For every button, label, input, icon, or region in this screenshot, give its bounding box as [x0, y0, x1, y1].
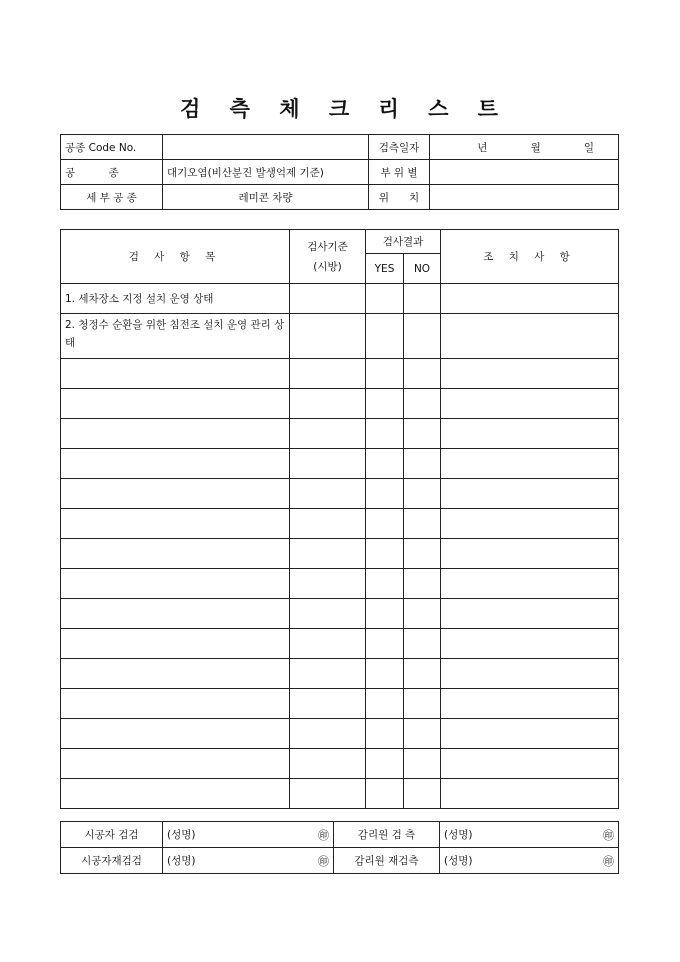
- signoff-row: [61, 822, 619, 848]
- supervisor-recheck-label: 감리원 재검측: [334, 848, 440, 874]
- yes-cell[interactable]: [366, 314, 404, 359]
- action-cell[interactable]: [441, 539, 619, 569]
- check-item[interactable]: [61, 629, 290, 659]
- no-cell[interactable]: [404, 749, 441, 779]
- criteria-cell[interactable]: [290, 629, 366, 659]
- criteria-cell[interactable]: [290, 389, 366, 419]
- action-cell[interactable]: [441, 314, 619, 359]
- date-day: 일: [583, 141, 595, 154]
- location-label: 위 치: [369, 185, 430, 210]
- check-item[interactable]: [61, 389, 290, 419]
- no-cell[interactable]: [404, 419, 441, 449]
- yes-cell[interactable]: [366, 539, 404, 569]
- yes-cell[interactable]: [366, 689, 404, 719]
- criteria-cell[interactable]: [290, 749, 366, 779]
- table-row: [61, 569, 619, 599]
- checklist-header-row: [61, 230, 619, 254]
- check-item[interactable]: [61, 689, 290, 719]
- seal-icon: ㊞: [603, 828, 614, 842]
- supervisor-check-signature[interactable]: [440, 822, 619, 848]
- no-cell[interactable]: [404, 509, 441, 539]
- criteria-cell[interactable]: [290, 689, 366, 719]
- no-cell[interactable]: [404, 779, 441, 809]
- table-row: [61, 659, 619, 689]
- table-row: [61, 359, 619, 389]
- contractor-check-signature[interactable]: [163, 822, 334, 848]
- table-row: [61, 479, 619, 509]
- action-cell[interactable]: [441, 659, 619, 689]
- page-title: [0, 93, 680, 123]
- no-cell[interactable]: [404, 314, 441, 359]
- check-item[interactable]: [61, 569, 290, 599]
- check-item[interactable]: [61, 599, 290, 629]
- work-type-value[interactable]: 대기오염(비산분진 발생억제 기준): [163, 160, 369, 185]
- part-label: 부 위 별: [369, 160, 430, 185]
- table-row: [61, 419, 619, 449]
- check-item: 1. 세차장소 지정 설치 운영 상태: [61, 284, 290, 314]
- criteria-cell[interactable]: [290, 284, 366, 314]
- yes-cell[interactable]: [366, 779, 404, 809]
- criteria-cell[interactable]: [290, 539, 366, 569]
- no-cell[interactable]: [404, 659, 441, 689]
- no-cell[interactable]: [404, 599, 441, 629]
- criteria-cell[interactable]: [290, 314, 366, 359]
- contractor-check-label: 시공자 검검: [61, 822, 163, 848]
- criteria-cell[interactable]: [290, 779, 366, 809]
- info-row-worktype: [61, 160, 619, 185]
- supervisor-check-label: 감리원 검 측: [334, 822, 440, 848]
- action-cell[interactable]: [441, 509, 619, 539]
- work-code-label: 공종 Code No.: [61, 135, 163, 160]
- yes-cell[interactable]: [366, 449, 404, 479]
- title-char: 크: [328, 96, 352, 121]
- check-item[interactable]: [61, 539, 290, 569]
- name-placeholder: (성명): [167, 828, 196, 841]
- item-header: 검 사 항 목: [61, 230, 290, 284]
- check-item: 2. 청정수 순환을 위한 침전조 설치 운영 관리 상태: [61, 314, 290, 359]
- table-row: [61, 779, 619, 809]
- no-cell[interactable]: [404, 284, 441, 314]
- criteria-cell[interactable]: [290, 359, 366, 389]
- title-char: 리: [378, 96, 401, 121]
- yes-cell[interactable]: [366, 284, 404, 314]
- yes-cell[interactable]: [366, 719, 404, 749]
- inspection-date-value[interactable]: [430, 135, 619, 160]
- no-cell[interactable]: [404, 629, 441, 659]
- yes-cell[interactable]: [366, 479, 404, 509]
- title-char: 검: [180, 96, 203, 121]
- no-cell[interactable]: [404, 389, 441, 419]
- action-cell[interactable]: [441, 359, 619, 389]
- yes-cell[interactable]: [366, 359, 404, 389]
- table-row: [61, 539, 619, 569]
- no-cell[interactable]: [404, 359, 441, 389]
- table-row: [61, 749, 619, 779]
- criteria-cell[interactable]: [290, 599, 366, 629]
- action-cell[interactable]: [441, 284, 619, 314]
- info-row-code: [61, 135, 619, 160]
- yes-cell[interactable]: [366, 599, 404, 629]
- no-cell[interactable]: [404, 539, 441, 569]
- seal-icon: ㊞: [318, 828, 329, 842]
- action-cell[interactable]: [441, 689, 619, 719]
- action-header: 조 치 사 항: [441, 230, 619, 284]
- result-header: 검사결과: [366, 230, 441, 254]
- no-cell[interactable]: [404, 719, 441, 749]
- date-year: 년: [477, 141, 488, 154]
- work-code-value[interactable]: [163, 135, 369, 160]
- check-item[interactable]: [61, 359, 290, 389]
- criteria-cell[interactable]: [290, 719, 366, 749]
- criteria-cell[interactable]: [290, 449, 366, 479]
- contractor-recheck-signature[interactable]: [163, 848, 334, 874]
- detail-work-value[interactable]: 레미콘 차량: [163, 185, 369, 210]
- action-cell[interactable]: [441, 479, 619, 509]
- yes-header: YES: [366, 254, 404, 284]
- seal-icon: ㊞: [318, 854, 329, 868]
- name-placeholder: (성명): [444, 828, 473, 841]
- yes-cell[interactable]: [366, 659, 404, 689]
- yes-cell[interactable]: [366, 569, 404, 599]
- table-row: [61, 719, 619, 749]
- criteria-cell[interactable]: [290, 569, 366, 599]
- check-item[interactable]: [61, 719, 290, 749]
- checklist-table: [60, 229, 619, 809]
- table-row: [61, 449, 619, 479]
- action-cell[interactable]: [441, 449, 619, 479]
- criteria-cell[interactable]: [290, 419, 366, 449]
- yes-cell[interactable]: [366, 629, 404, 659]
- signoff-row: [61, 848, 619, 874]
- action-cell[interactable]: [441, 779, 619, 809]
- location-value[interactable]: [430, 185, 619, 210]
- criteria-cell[interactable]: [290, 509, 366, 539]
- action-cell[interactable]: [441, 389, 619, 419]
- check-item[interactable]: [61, 659, 290, 689]
- criteria-cell[interactable]: [290, 659, 366, 689]
- check-item[interactable]: [61, 449, 290, 479]
- info-row-detail: [61, 185, 619, 210]
- no-cell[interactable]: [404, 569, 441, 599]
- no-header: NO: [404, 254, 441, 284]
- date-month: 월: [530, 141, 541, 154]
- criteria-header-line1: 검사기준: [307, 240, 348, 253]
- no-cell[interactable]: [404, 689, 441, 719]
- table-row: [61, 509, 619, 539]
- name-placeholder: (성명): [444, 854, 473, 867]
- supervisor-recheck-signature[interactable]: [440, 848, 619, 874]
- title-char: 측: [229, 96, 252, 121]
- detail-work-label: 세 부 공 종: [61, 185, 163, 210]
- table-row: [61, 314, 619, 359]
- action-cell[interactable]: [441, 749, 619, 779]
- no-cell[interactable]: [404, 479, 441, 509]
- work-type-label: 공 종: [61, 160, 163, 185]
- title-char: 트: [477, 96, 500, 121]
- yes-cell[interactable]: [366, 389, 404, 419]
- check-item[interactable]: [61, 779, 290, 809]
- table-row: [61, 629, 619, 659]
- yes-cell[interactable]: [366, 509, 404, 539]
- criteria-header: [290, 230, 366, 284]
- check-item[interactable]: [61, 749, 290, 779]
- title-char: 체: [279, 96, 302, 121]
- no-cell[interactable]: [404, 449, 441, 479]
- action-cell[interactable]: [441, 419, 619, 449]
- name-placeholder: (성명): [167, 854, 196, 867]
- info-table: [60, 134, 619, 210]
- part-value[interactable]: [430, 160, 619, 185]
- action-cell[interactable]: [441, 629, 619, 659]
- seal-icon: ㊞: [603, 854, 614, 868]
- inspection-date-label: 검측일자: [369, 135, 430, 160]
- check-item[interactable]: [61, 479, 290, 509]
- table-row: [61, 284, 619, 314]
- table-row: [61, 689, 619, 719]
- action-cell[interactable]: [441, 719, 619, 749]
- yes-cell[interactable]: [366, 419, 404, 449]
- table-row: [61, 389, 619, 419]
- title-char: 스: [428, 96, 451, 121]
- action-cell[interactable]: [441, 599, 619, 629]
- yes-cell[interactable]: [366, 749, 404, 779]
- contractor-recheck-label: 시공자재검검: [61, 848, 163, 874]
- signoff-table: [60, 821, 619, 874]
- check-item[interactable]: [61, 419, 290, 449]
- action-cell[interactable]: [441, 569, 619, 599]
- table-row: [61, 599, 619, 629]
- check-item[interactable]: [61, 509, 290, 539]
- criteria-header-line2: (시방): [313, 260, 342, 273]
- criteria-cell[interactable]: [290, 479, 366, 509]
